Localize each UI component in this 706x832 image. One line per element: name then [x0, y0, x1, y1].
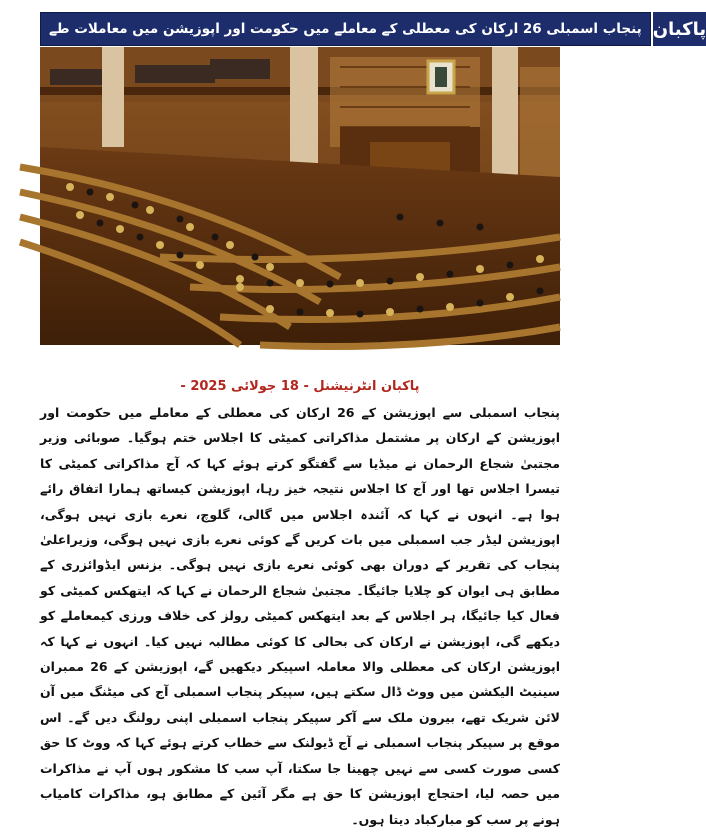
dateline: پاکبان انٹرنیشنل - 18 جولائی 2025 -: [180, 379, 420, 394]
article-body: پنجاب اسمبلی سے اپوزیشن کے 26 ارکان کی معطلی کے معاملے میں حکومت اور اپوزیشن کے ارکان پر مشتمل مذاکراتی کمیٹی کا اجلاس ختم ہوگیا۔ صوبائی وزیر مجتبیٰ شجاع الرحمان نے میڈیا سے گفتگو کرتے ہوئے کہا کہ آج مذاکراتی کمیٹی کا تیسرا اجلاس تھا اور آج کا اجلاس نتیجہ خیز رہا، اپوزیشن کیساتھ ہمارا اتفاق رائے ہوا ہے۔ انہوں نے کہا کہ آئندہ اجلاس میں گالی، گلوچ، نعرے بازی نہیں ہوگی، اپوزیشن لیڈر جب اسمبلی میں بات کریں گے کوئی نعرے بازی نہیں ہوگی، وزیراعلیٰ پنجاب کی تقریر کے دوران بھی کوئی نعرے بازی نہیں ہوگی۔ بزنس ایڈوائزری کے مطابق ہی ایوان کو چلایا جائیگا۔ مجتبیٰ شجاع الرحمان نے کہا کہ ایتھکس کمیٹی کو فعال کیا جائیگا، ہر اجلاس کے بعد ایتھکس کمیٹی رولز کی خلاف ورزی کیمعاملے کو دیکھے گی، اپوزیشن نے ارکان کی بحالی کا کوئی مطالبہ نہیں کیا۔ انہوں نے کہا کہ اپوزیشن ارکان کی معطلی والا معاملہ اسپیکر دیکھیں گے، اپوزیشن کے 26 ممبران سینیٹ الیکشن میں ووٹ ڈال سکتے ہیں، سپیکر پنجاب اسمبلی آج کی میٹنگ میں آن لائن شریک تھے، بیرون ملک سے آکر سپیکر پنجاب اسمبلی اپنی رولنگ دیں گے۔ اس موقع پر سپیکر پنجاب اسمبلی نے آج ڈیولنک سے خطاب کرتے ہوئے کہا کہ ووٹ کا حق کسی صورت کسی سے نہیں چھینا جا سکتا، آپ سب کا مشکور ہوں آپ نے مذاکرات میں حصہ لیا، احتجاج اپوزیشن کا حق ہے مگر آئین کے مطابق ہو، مذاکرات کامیاب ہونے پر سب کو مبارکباد دیتا ہوں۔: [40, 405, 560, 827]
headline-banner: [40, 12, 706, 46]
assembly-hall-photo: [40, 47, 560, 345]
brand-logo: پاکبان: [651, 12, 706, 46]
headline: پنجاب اسمبلی 26 ارکان کی معطلی کے معاملے میں حکومت اور اپوزیشن میں معاملات طے: [40, 12, 651, 46]
